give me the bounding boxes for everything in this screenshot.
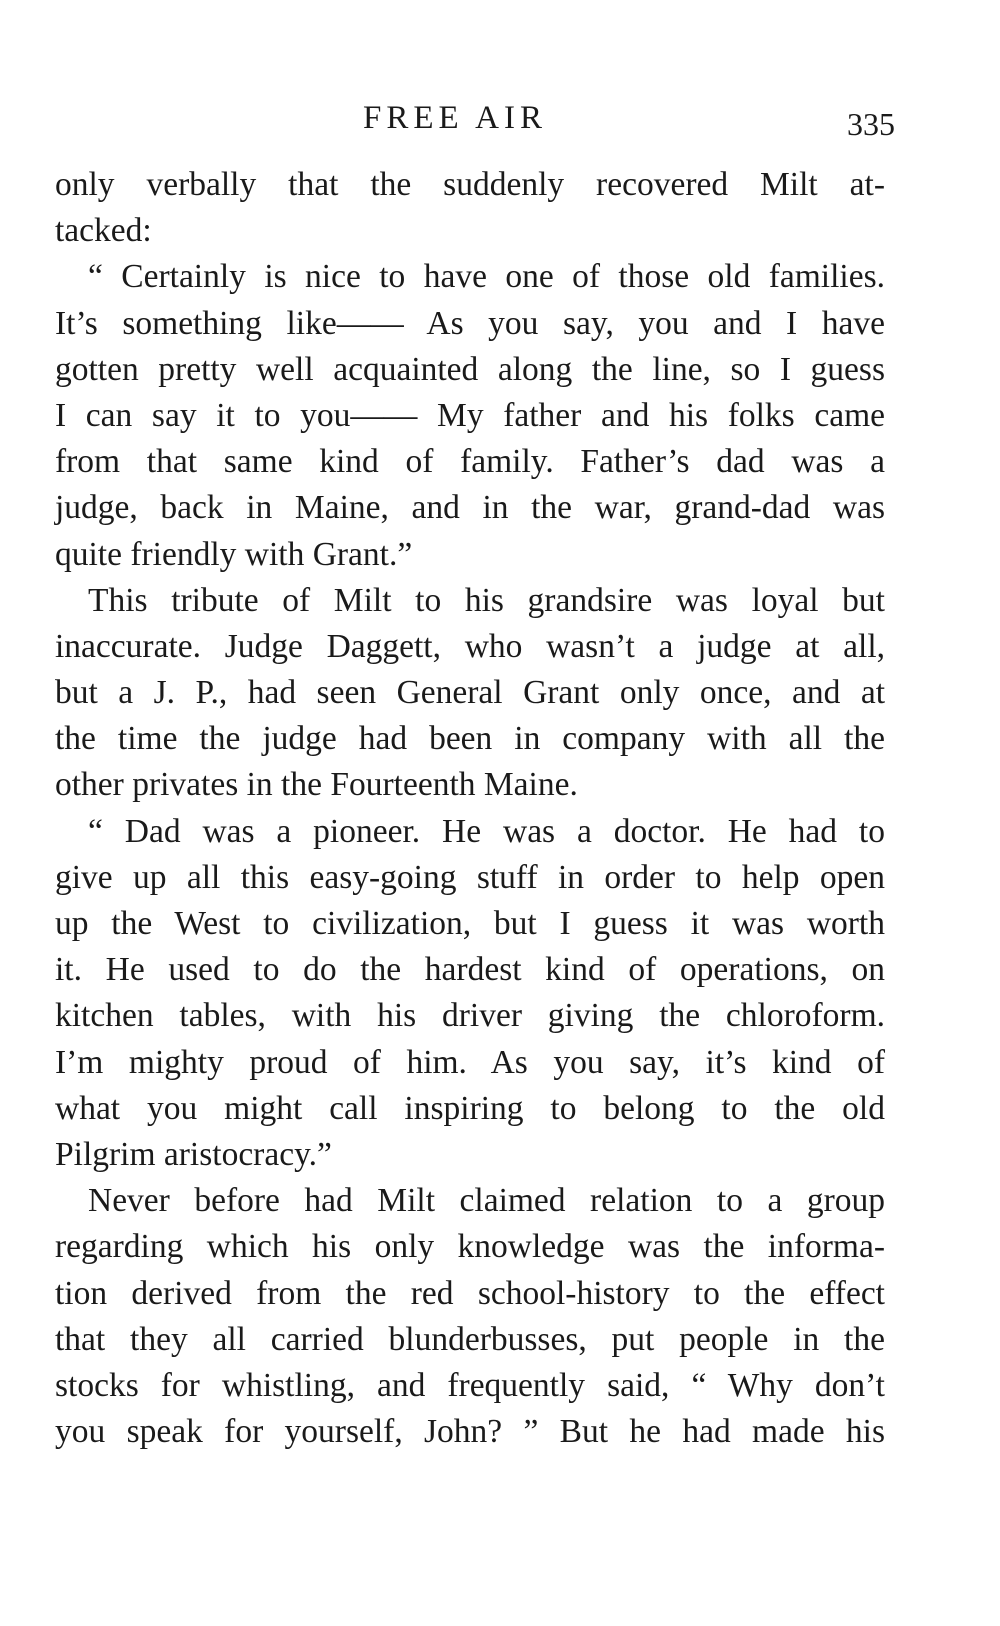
- text-line: regarding which his only knowledge was the informa-: [55, 1228, 885, 1266]
- text-line: stocks for whistling, and frequently said, “ Why don’t: [55, 1366, 885, 1404]
- text-line: It’s something like—— As you say, you and I have: [55, 304, 885, 342]
- text-line: up the West to civilization, but I guess it was worth: [55, 905, 885, 942]
- text-line: it. He used to do the hardest kind of operations, on: [55, 951, 885, 989]
- text-line: only verbally that the suddenly recovered Milt at-: [55, 166, 885, 203]
- body-text: [55, 162, 885, 1455]
- text-line: tion derived from the red school-history to the effect: [55, 1274, 885, 1312]
- page-number: 335: [847, 106, 895, 142]
- text-line: you speak for yourself, John? ” But he had made his: [55, 1413, 885, 1451]
- text-line: judge, back in Maine, and in the war, grand-dad was: [55, 489, 885, 527]
- text-line: that they all carried blunderbusses, put people in the: [55, 1320, 885, 1358]
- text-line: inaccurate. Judge Daggett, who wasn’t a judge at all,: [55, 627, 885, 665]
- running-head: [55, 100, 895, 144]
- text-line: “ Dad was a pioneer. He was a doctor. He had to: [88, 812, 885, 850]
- text-line: other privates in the Fourteenth Maine.: [55, 766, 578, 804]
- text-line: I can say it to you—— My father and his folks came: [55, 396, 885, 434]
- text-line: “ Certainly is nice to have one of those old families.: [88, 258, 885, 296]
- text-line: what you might call inspiring to belong to the old: [55, 1089, 885, 1127]
- text-line: but a J. P., had seen General Grant only once, and at: [55, 674, 885, 712]
- text-line: gotten pretty well acquainted along the line, so I guess: [55, 350, 885, 388]
- running-title: FREE AIR: [363, 100, 547, 136]
- text-line: kitchen tables, with his driver giving the chloroform.: [55, 997, 885, 1035]
- text-line: quite friendly with Grant.”: [55, 535, 413, 573]
- text-line: from that same kind of family. Father’s dad was a: [55, 443, 885, 481]
- text-line: Pilgrim aristocracy.”: [55, 1135, 332, 1173]
- text-line: give up all this easy-going stuff in order to help open: [55, 858, 885, 896]
- text-line: This tribute of Milt to his grandsire was loyal but: [88, 581, 885, 619]
- text-line: tacked:: [55, 212, 152, 250]
- text-line: the time the judge had been in company with all the: [55, 720, 885, 758]
- text-line: Never before had Milt claimed relation to a group: [88, 1182, 885, 1220]
- text-line: I’m mighty proud of him. As you say, it’s kind of: [55, 1043, 885, 1081]
